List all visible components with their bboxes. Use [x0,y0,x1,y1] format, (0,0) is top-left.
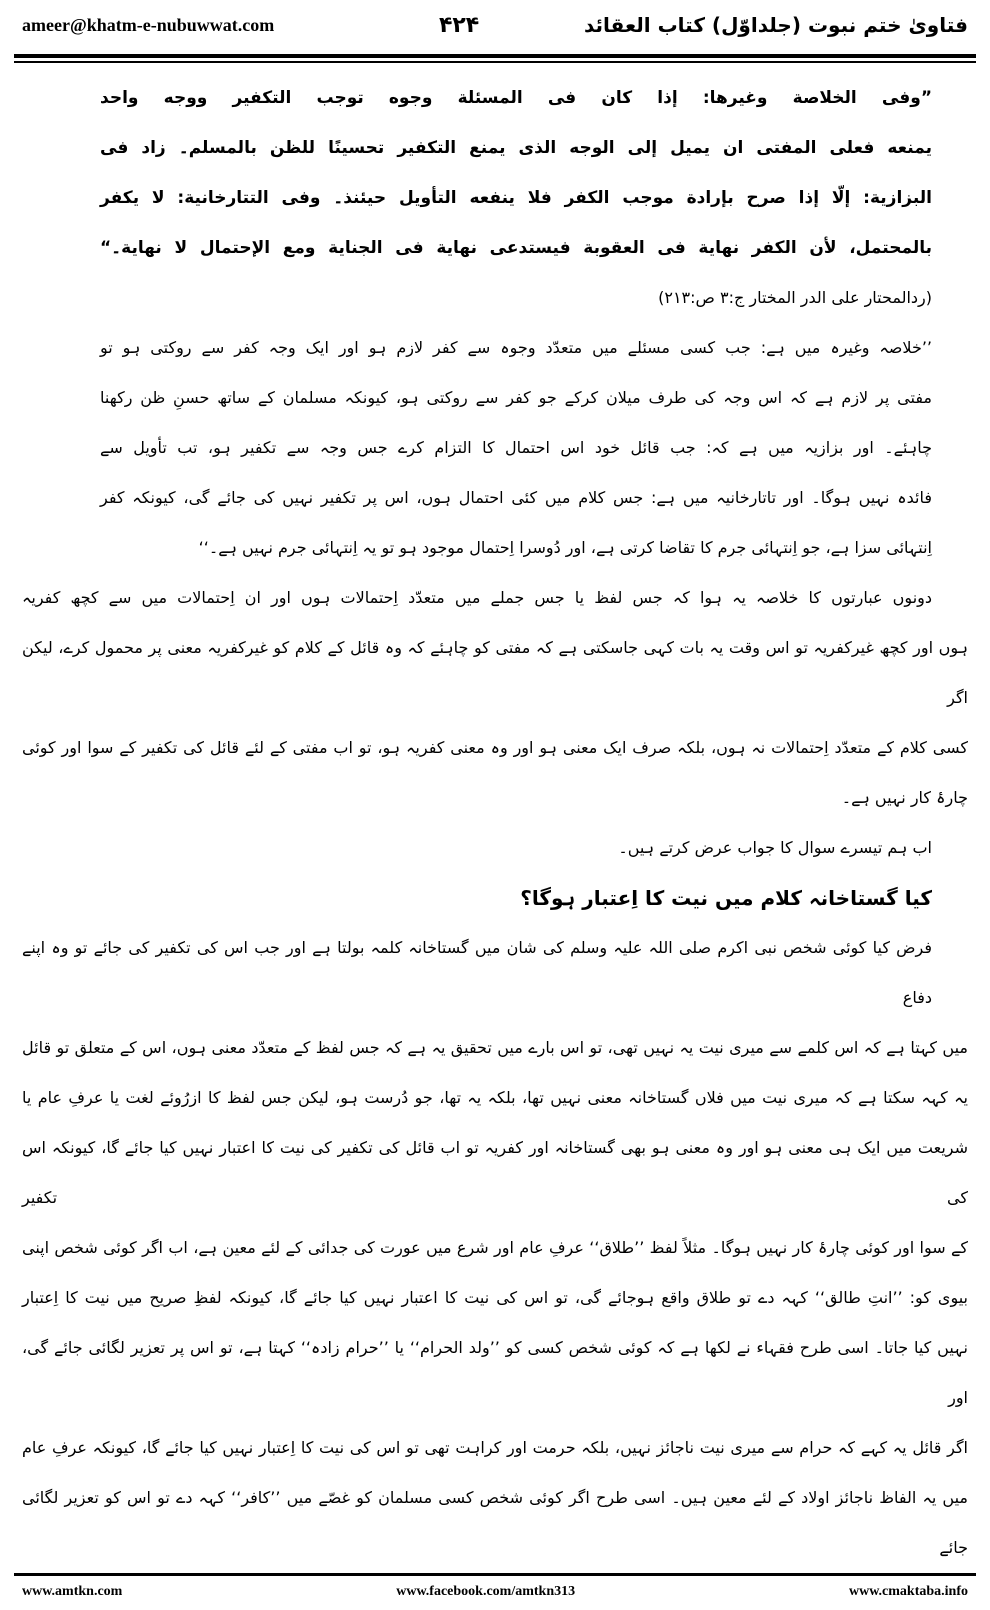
paragraph-line: یہ کہہ سکتا ہے کہ میری نیت میں فلاں گستاخانہ معنی نہیں تھا، بلکہ یہ تھا، جو دُرست ہو، لیکن جس لفظ کا ازرُوئے لغت یا عرفِ عام یا [22,1088,968,1107]
paragraph-line: نہیں کیا جاتا۔ اسی طرح فقہاء نے لکھا ہے کہ کوئی شخص کسی کو ’’ولد الحرام‘‘ یا ’’حرام زادہ‘‘ کہتا ہے، تو اس پر تعزیر لگائی جائے گی، اور [22,1338,968,1407]
header-rule [14,54,976,58]
reference-citation: (ردالمحتار علی الدر المختار ج:۳ ص:۲۱۳) [658,288,932,307]
paragraph-line: کسی کلام کے متعدّد اِحتمالات نہ ہوں، بلکہ صرف ایک معنی ہو اور وہ معنی کفریہ ہو، تو اب مفتی کے لئے قائل کی تکفیر کے سوا اور کوئی [22,738,968,757]
paragraph-line: اگر قائل یہ کہے کہ حرام سے میری نیت ناجائز نہیں، بلکہ حرمت اور کراہت تھی تو اس کی نیت کا اِعتبار نہیں کیا جائے گا، کیونکہ عرفِ عام [22,1438,968,1457]
paragraph-line: دونوں عبارتوں کا خلاصہ یہ ہوا کہ جس لفظ یا جس جملے میں متعدّد اِحتمالات ہوں اور ان اِحتمالات میں سے کچھ کفریہ [22,588,932,607]
section-heading: کیا گستاخانہ کلام میں نیت کا اِعتبار ہوگا؟ [520,886,932,910]
urdu-quote-line: مفتی پر لازم ہے کہ اس وجہ کی طرف میلان کرکے جو کفر سے روکتی ہو، کیونکہ مسلمان کے ساتھ حسنِ ظن رکھنا [100,388,932,407]
arabic-quote-line: بالمحتمل، لأن الکفر نهایة فی العقوبة فیستدعی نهایة فی الجنایة ومع الإحتمال لا نهایة۔“ [100,238,932,258]
paragraph-line: اب ہم تیسرے سوال کا جواب عرض کرتے ہیں۔ [618,838,932,857]
paragraph-line: فرض کیا کوئی شخص نبی اکرم صلی اللہ علیہ وسلم کی شان میں گستاخانہ کلمہ بولتا ہے اور جب اس کی تکفیر کی جائے تو وہ اپنے دفاع [22,938,932,1007]
paragraph-line: کے سوا اور کوئی چارۂ کار نہیں ہوگا۔ مثلاً لفظ ’’طلاق‘‘ عرفِ عام اور شرع میں عورت کی جدائی کے لئے معین ہے، اب اگر کوئی شخص اپنی [22,1238,968,1257]
arabic-quote-line: ”وفی الخلاصة وغیرها: إذا کان فی المسئلة وجوه توجب التکفیر ووجه واحد [100,88,932,108]
book-title: فتاویٰ ختم نبوت (جلداوّل) کتاب العقائد [583,13,968,37]
page-body [14,63,976,1573]
paragraph-line: میں کہتا ہے کہ اس کلمے سے میری نیت یہ نہیں تھی، تو اس بارے میں تحقیق یہ ہے کہ جس لفظ کے متعدّد معنی ہوں، اس کے متعلق تو قائل [22,1038,968,1057]
urdu-quote-line: فائدہ نہیں ہوگا۔ اور تاتارخانیہ میں ہے: جس کلام میں کئی احتمال ہوں، اس پر تکفیر نہیں کی جائے گی، کیونکہ کفر [100,488,932,507]
paragraph-line: میں یہ الفاظ ناجائز اولاد کے لئے معین ہیں۔ اسی طرح اگر کوئی شخص کسی مسلمان کو غصّے میں ’’کافر‘‘ کہہ دے تو اس کو تعزیر لگائی جائے [22,1488,969,1557]
header-email: ameer@khatm-e-nubuwwat.com [22,14,275,35]
urdu-quote-line: اِنتہائی سزا ہے، جو اِنتہائی جرم کا تقاضا کرتی ہے، اور دُوسرا اِحتمال موجود ہو تو یہ اِنتہائی جرم نہیں ہے۔‘‘ [198,538,932,557]
page-number: ۴۲۴ [438,12,480,38]
paragraph-line: شریعت میں ایک ہی معنی ہو اور وہ معنی ہو بھی گستاخانہ اور کفریہ تو اب قائل کی تکفیر کی نیت کا اعتبار نہیں کیا جائے گا، کیونکہ اس کی تکفیر [22,1138,968,1207]
paragraph-line: ہوں اور کچھ غیرکفریہ تو اس وقت یہ بات کہی جاسکتی ہے کہ مفتی کو چاہئے کہ وہ قائل کے کلام کو غیرکفریہ معنی پر محمول کرے، لیکن اگر [22,638,968,707]
page-footer [14,1576,976,1610]
footer-link-amtkn[interactable]: www.amtkn.com [22,1584,123,1599]
paragraph-line: بیوی کو: ’’انتِ طالق‘‘ کہہ دے تو طلاق واقع ہوجائے گی، تو اس کی نیت کا اعتبار نہیں کیا جائے گا، کیونکہ لفظِ صریح میں نیت کا اِعتبار [22,1288,968,1307]
paragraph-line: چارۂ کار نہیں ہے۔ [841,788,968,807]
arabic-quote-line: یمنعه فعلی المفتی ان یمیل إلی الوجه الذی یمنع التکفیر تحسینًا للظن بالمسلم۔ زاد فی [100,138,932,158]
urdu-quote-line: چاہئے۔ اور بزازیہ میں ہے کہ: جب قائل خود اس احتمال کا التزام کرے جس وجہ سے تکفیر ہو، تب تأویل سے [100,438,932,457]
footer-link-cmaktaba[interactable]: www.cmaktaba.info [848,1584,968,1599]
urdu-quote-line: ’’خلاصہ وغیرہ میں ہے: جب کسی مسئلے میں متعدّد وجوہ سے کفر لازم ہو اور ایک وجہ کفر سے روکتی ہو تو [100,338,932,357]
arabic-quote-line: البزازیة: إلّا إذا صرح بإرادة موجب الکفر فلا ینفعه التأویل حیئنذ۔ وفی التتارخانیة: لا یکفر [100,188,932,208]
page-header [14,0,976,50]
footer-link-facebook[interactable]: www.facebook.com/amtkn313 [396,1584,576,1599]
